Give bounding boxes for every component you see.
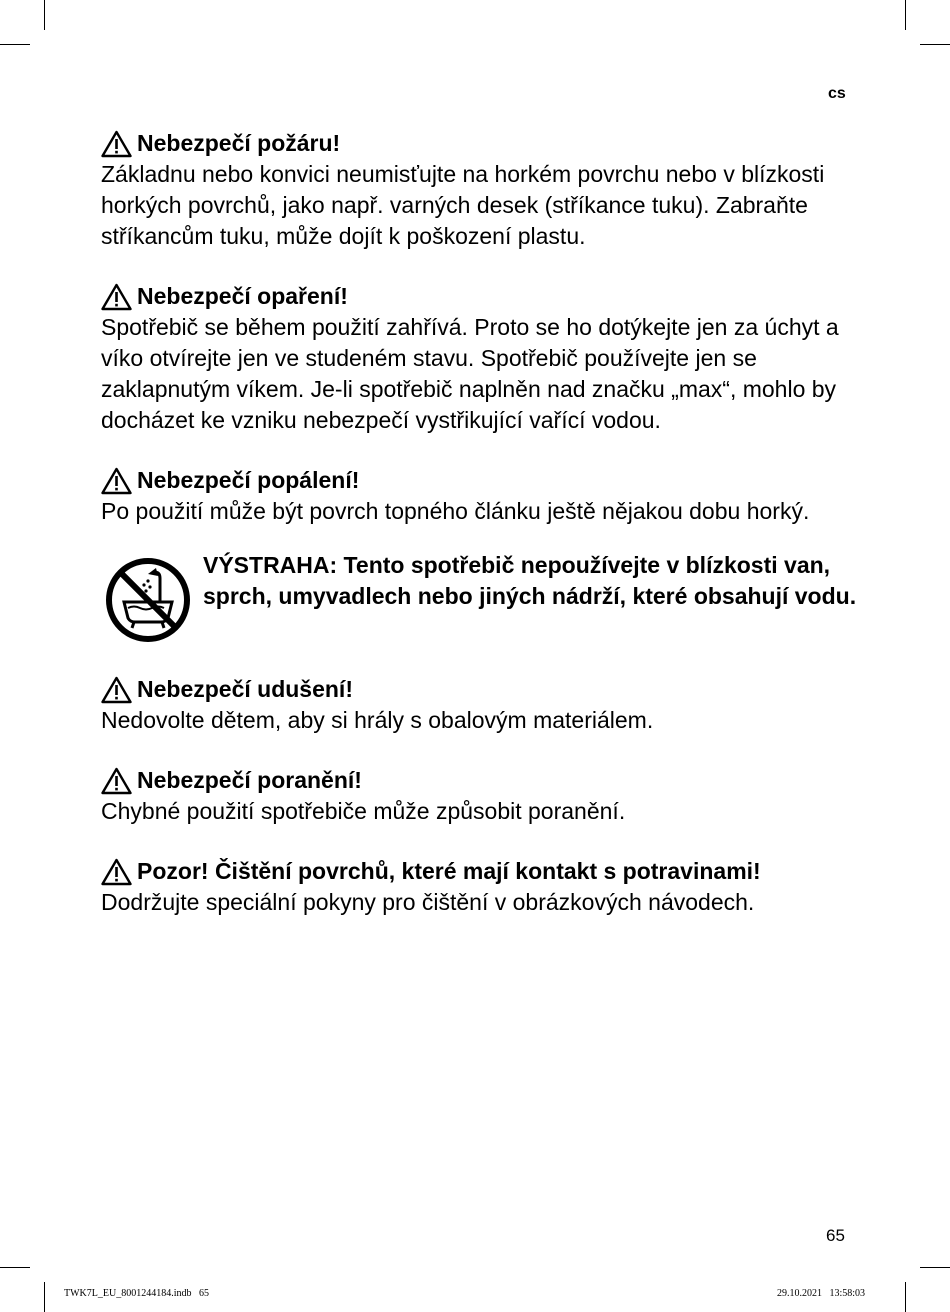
section-text: Dodržujte speciální pokyny pro čištění v obrázkových návodech. bbox=[101, 889, 755, 915]
section-burn-hazard bbox=[101, 465, 861, 527]
warning-triangle-icon bbox=[101, 130, 132, 158]
footer-datetime: 29.10.2021 13:58:03 bbox=[777, 1288, 866, 1299]
crop-mark-bottom-right-v bbox=[905, 1282, 906, 1312]
crop-mark-top-right-v bbox=[905, 0, 906, 30]
warning-triangle-icon bbox=[101, 767, 132, 795]
section-suffocation-hazard bbox=[101, 674, 861, 736]
section-fire-hazard bbox=[101, 128, 861, 252]
section-cleaning-notice bbox=[101, 856, 861, 918]
section-heading bbox=[101, 465, 861, 496]
warning-triangle-icon bbox=[101, 858, 132, 886]
safety-content bbox=[101, 128, 861, 947]
section-text: Spotřebič se během použití zahřívá. Proto se ho dotýkejte jen za úchyt a víko otvírejte jen ve studeném stavu. Spotřebič používejte jen se zaklapnutým víkem. Je-li spotřebič naplněn nad značku „max“, mohlo by docházet ke vzniku nebezpečí vystřikující vařící vodou. bbox=[101, 314, 839, 433]
page-number: 65 bbox=[826, 1226, 845, 1245]
section-heading bbox=[101, 856, 861, 887]
crop-mark-top-right-h bbox=[920, 44, 950, 45]
section-heading-text: Nebezpečí poranění! bbox=[137, 767, 362, 793]
crop-mark-bottom-left-h bbox=[0, 1267, 30, 1268]
warning-triangle-icon bbox=[101, 283, 132, 311]
crop-mark-top-left-h bbox=[0, 44, 30, 45]
section-heading bbox=[101, 765, 861, 796]
section-heading-text: Nebezpečí požáru! bbox=[137, 130, 341, 156]
section-heading-text: Nebezpečí udušení! bbox=[137, 676, 353, 702]
crop-mark-bottom-left-v bbox=[44, 1282, 45, 1312]
footer-file-info: TWK7L_EU_8001244184.indb 65 bbox=[64, 1288, 209, 1299]
section-scald-hazard bbox=[101, 281, 861, 436]
language-code: cs bbox=[828, 85, 846, 102]
water-warning bbox=[101, 554, 861, 644]
section-heading bbox=[101, 674, 861, 705]
water-warning-text: VÝSTRAHA: Tento spotřebič nepoužívejte v blízkosti van, sprch, umyvadlech nebo jiných nádrží, které obsahují vodu. bbox=[203, 552, 857, 609]
warning-triangle-icon bbox=[101, 676, 132, 704]
section-text: Po použití může být povrch topného článku ještě nějakou dobu horký. bbox=[101, 498, 810, 524]
section-injury-hazard bbox=[101, 765, 861, 827]
section-heading bbox=[101, 281, 861, 312]
crop-mark-bottom-right-h bbox=[920, 1267, 950, 1268]
section-heading-text: Nebezpečí popálení! bbox=[137, 467, 360, 493]
warning-triangle-icon bbox=[101, 467, 132, 495]
no-bath-icon bbox=[104, 556, 192, 644]
section-text: Nedovolte dětem, aby si hrály s obalovým materiálem. bbox=[101, 707, 654, 733]
section-heading-text: Pozor! Čištění povrchů, které mají kontakt s potravinami! bbox=[137, 858, 761, 884]
section-heading bbox=[101, 128, 861, 159]
section-text: Chybné použití spotřebiče může způsobit poranění. bbox=[101, 798, 626, 824]
section-text: Základnu nebo konvici neumisťujte na horkém povrchu nebo v blízkosti horkých povrchů, jako např. varných desek (stříkance tuku). Zabraňte stříkancům tuku, může dojít k poškození plastu. bbox=[101, 161, 825, 249]
crop-mark-top-left-v bbox=[44, 0, 45, 30]
section-heading-text: Nebezpečí opaření! bbox=[137, 283, 348, 309]
